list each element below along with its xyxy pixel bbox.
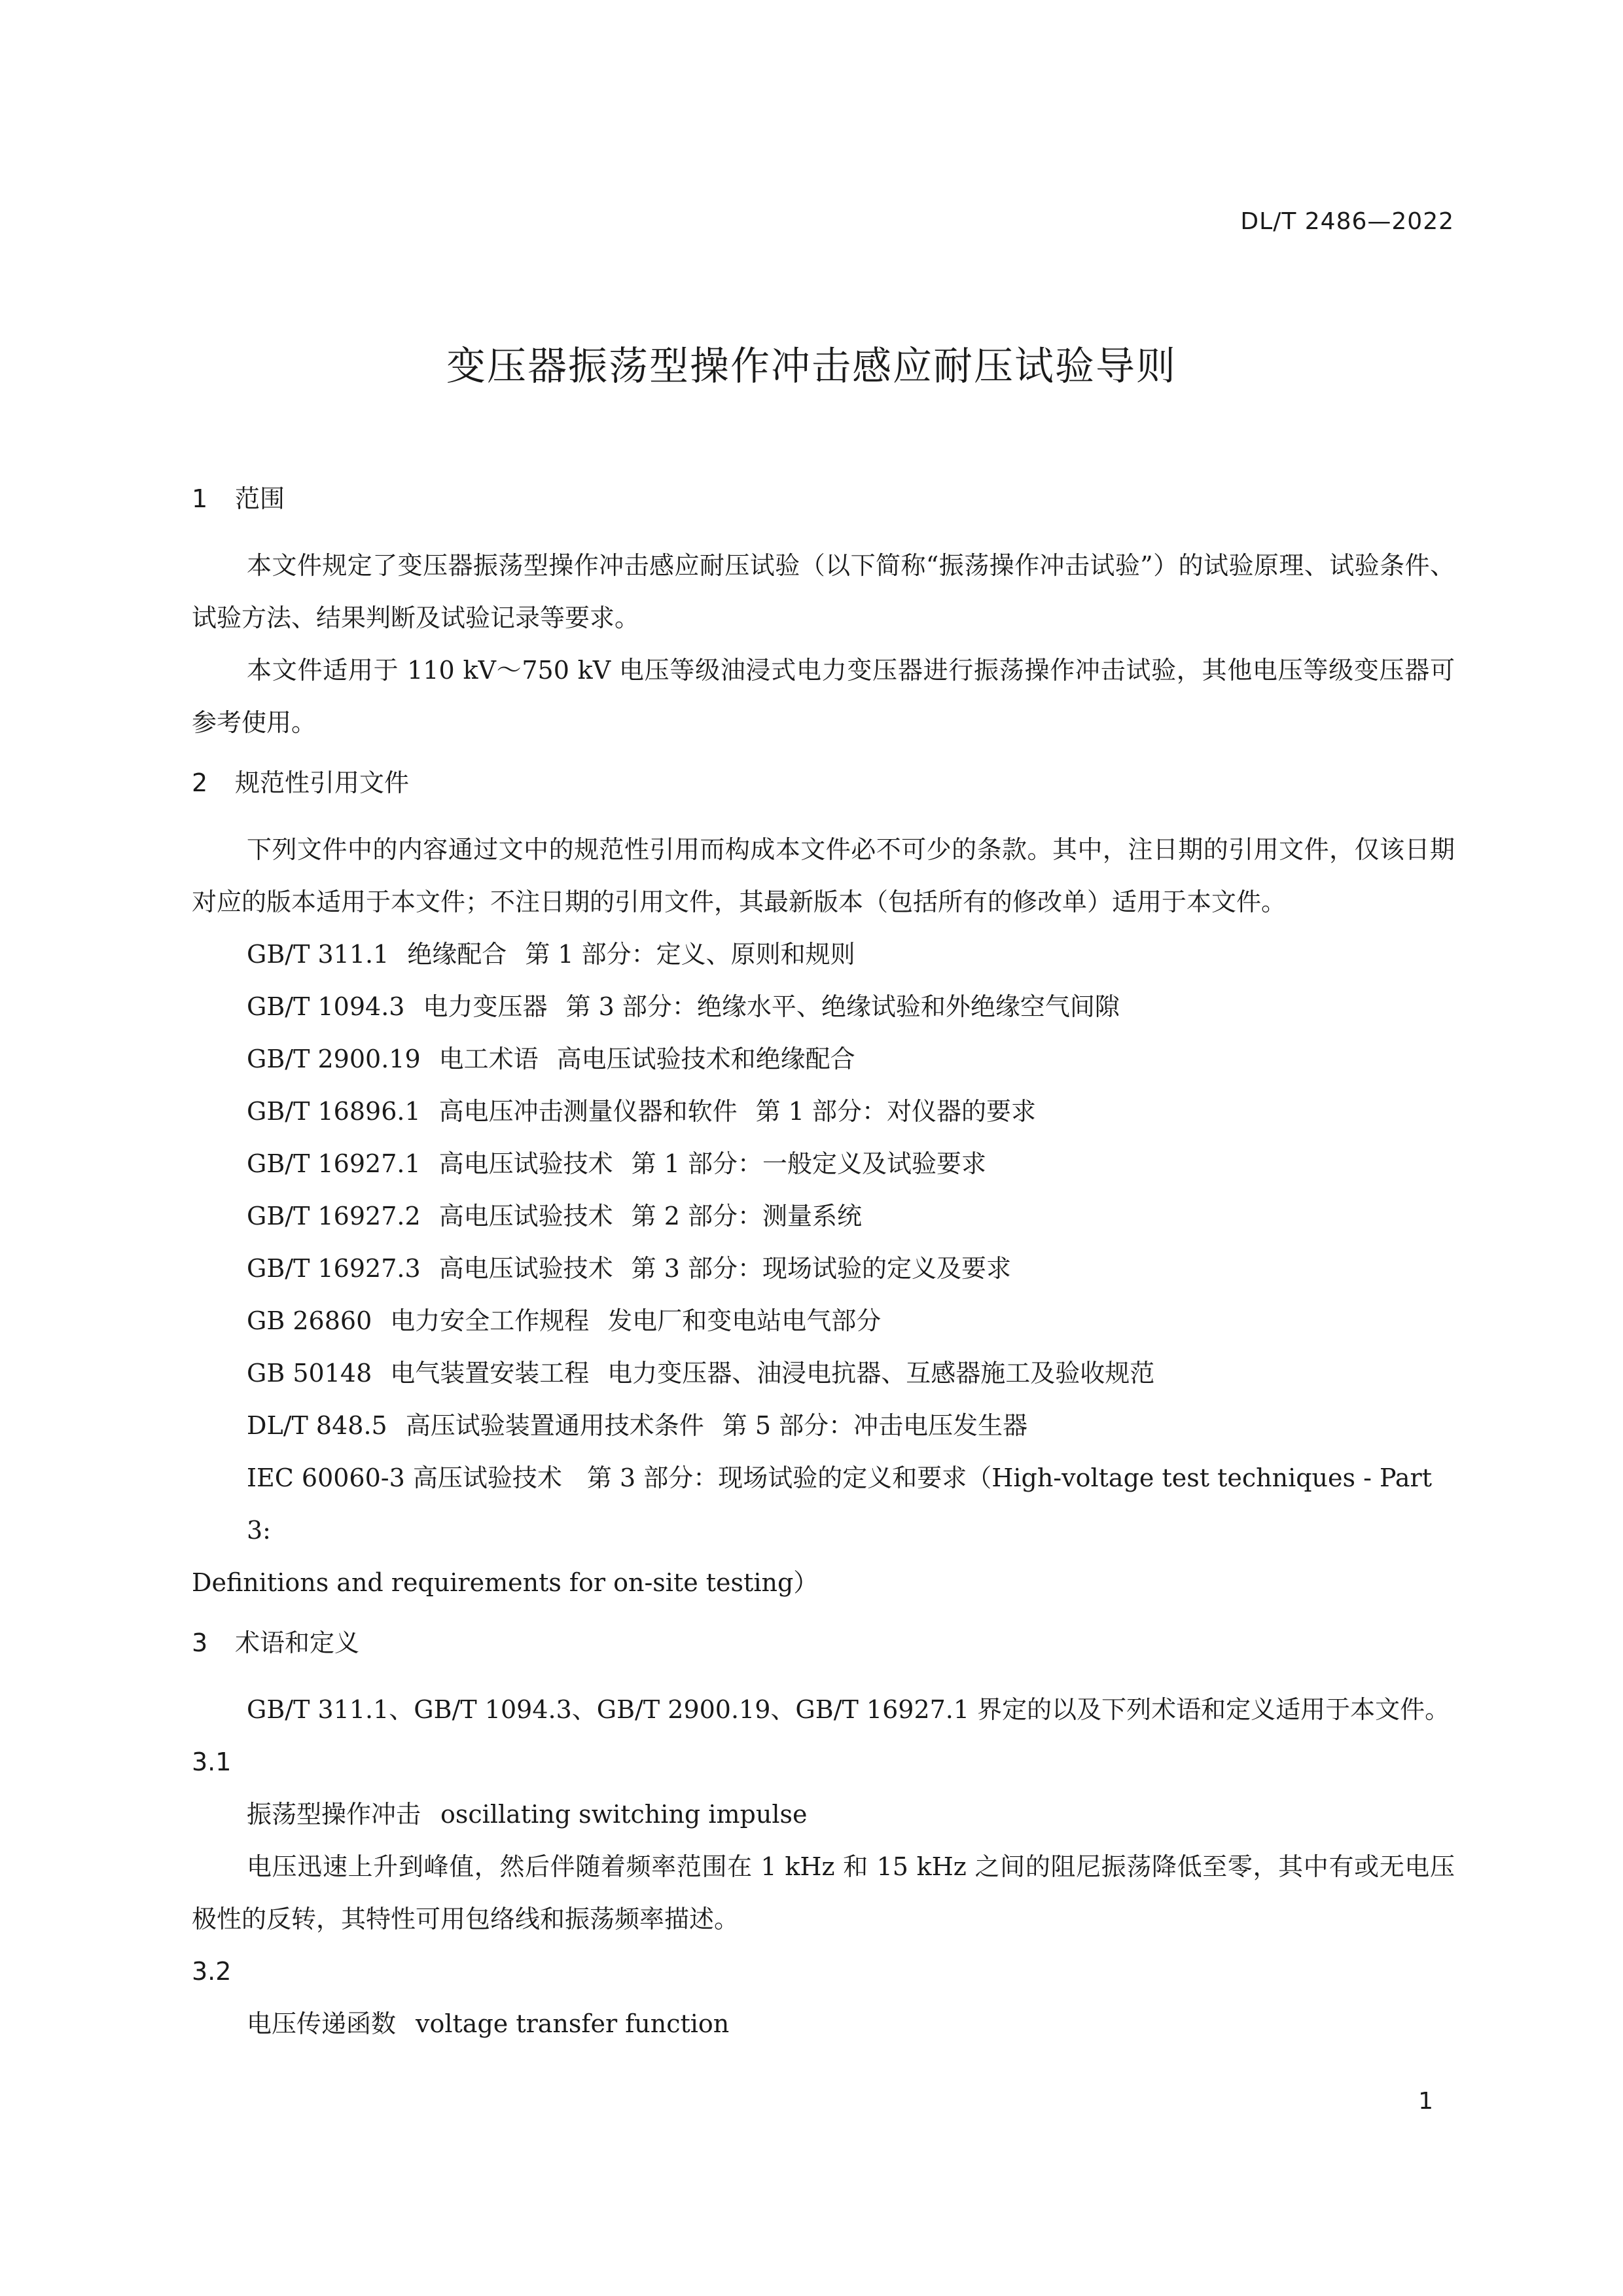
- reference-item: [192, 1138, 1455, 1190]
- reference-code: GB 26860: [247, 1306, 372, 1335]
- paragraph: GB/T 311.1、GB/T 1094.3、GB/T 2900.19、GB/T 16927.1 界定的以及下列术语和定义适用于本文件。: [247, 1695, 1450, 1724]
- term-number: 3.2: [192, 1957, 232, 1986]
- reference-code: GB/T 1094.3: [247, 992, 405, 1021]
- reference-code: DL/T 848.5: [247, 1411, 387, 1440]
- document-body: [192, 465, 1455, 2050]
- reference-item: [192, 1399, 1455, 1452]
- reference-item: [192, 1242, 1455, 1295]
- reference-title: 高电压试验技术: [438, 1149, 613, 1178]
- section-title: 规范性引用文件: [235, 768, 410, 797]
- section-heading-terms-definitions: [192, 1617, 1455, 1669]
- reference-item: [192, 1347, 1455, 1399]
- term-entry: [192, 1998, 1455, 2050]
- reference-item: [192, 1085, 1455, 1138]
- reference-item-iec: IEC 60060-3 高压试验技术 第 3 部分：现场试验的定义和要求（High-voltage test techniques - Part 3:: [247, 1463, 1432, 1545]
- reference-item: [192, 980, 1455, 1033]
- reference-code: GB/T 16896.1: [247, 1097, 421, 1126]
- document-title: 变压器振荡型操作冲击感应耐压试验导则: [446, 344, 1177, 389]
- reference-code: GB/T 311.1: [247, 940, 389, 969]
- reference-title: 高压试验装置通用技术条件: [405, 1411, 704, 1440]
- term-number: 3.1: [192, 1748, 232, 1776]
- term-chinese: 电压传递函数: [247, 2009, 397, 2038]
- reference-title: 电工术语: [438, 1045, 539, 1073]
- section-number: 1: [192, 484, 208, 513]
- reference-item: [192, 1033, 1455, 1085]
- document-code: DL/T 2486—2022: [1240, 208, 1454, 235]
- reference-code: GB/T 2900.19: [247, 1045, 421, 1073]
- reference-title: 绝缘配合: [407, 940, 507, 969]
- term-english: oscillating switching impulse: [440, 1800, 808, 1829]
- reference-subtitle: 第 2 部分：测量系统: [631, 1202, 863, 1230]
- reference-subtitle: 第 3 部分：绝缘水平、绝缘试验和外绝缘空气间隙: [565, 992, 1120, 1021]
- section-heading-normative-references: [192, 757, 1455, 809]
- reference-subtitle: 第 1 部分：一般定义及试验要求: [631, 1149, 987, 1178]
- reference-item-iec-continued: Definitions and requirements for on-site testing）: [192, 1568, 819, 1597]
- section-heading-scope: [192, 473, 1455, 525]
- term-english: voltage transfer function: [416, 2009, 730, 2038]
- reference-subtitle: 第 5 部分：冲击电压发生器: [722, 1411, 1028, 1440]
- paragraph: 本文件规定了变压器振荡型操作冲击感应耐压试验（以下简称“振荡操作冲击试验”）的试验原理、试验条件、试验方法、结果判断及试验记录等要求。: [192, 551, 1455, 632]
- section-number: 2: [192, 768, 208, 797]
- reference-code: GB/T 16927.3: [247, 1254, 421, 1283]
- section-title: 术语和定义: [235, 1628, 360, 1657]
- reference-code: GB/T 16927.2: [247, 1202, 421, 1230]
- reference-item: [192, 1295, 1455, 1347]
- paragraph: 本文件适用于 110 kV～750 kV 电压等级油浸式电力变压器进行振荡操作冲击试验，其他电压等级变压器可参考使用。: [192, 656, 1455, 737]
- section-title: 范围: [235, 484, 285, 513]
- term-definition: 电压迅速上升到峰值，然后伴随着频率范围在 1 kHz 和 15 kHz 之间的阻尼振荡降低至零，其中有或无电压极性的反转，其特性可用包络线和振荡频率描述。: [192, 1852, 1455, 1933]
- page-number: 1: [1418, 2088, 1433, 2115]
- reference-title: 电力安全工作规程: [390, 1306, 590, 1335]
- reference-subtitle: 第 3 部分：现场试验的定义及要求: [631, 1254, 1012, 1283]
- reference-title: 高电压冲击测量仪器和软件: [438, 1097, 738, 1126]
- reference-item: [192, 928, 1455, 980]
- reference-title: 高电压试验技术: [438, 1254, 613, 1283]
- paragraph: 下列文件中的内容通过文中的规范性引用而构成本文件必不可少的条款。其中，注日期的引用文件，仅该日期对应的版本适用于本文件；不注日期的引用文件，其最新版本（包括所有的修改单）适用于本文件。: [192, 835, 1455, 916]
- reference-subtitle: 第 1 部分：对仪器的要求: [755, 1097, 1037, 1126]
- reference-code: GB 50148: [247, 1359, 372, 1388]
- reference-code: GB/T 16927.1: [247, 1149, 421, 1178]
- term-chinese: 振荡型操作冲击: [247, 1800, 421, 1829]
- reference-subtitle: 电力变压器、油浸电抗器、互感器施工及验收规范: [607, 1359, 1155, 1388]
- reference-title: 高电压试验技术: [438, 1202, 613, 1230]
- reference-subtitle: 高电压试验技术和绝缘配合: [556, 1045, 855, 1073]
- reference-subtitle: 发电厂和变电站电气部分: [607, 1306, 882, 1335]
- reference-item: [192, 1190, 1455, 1242]
- reference-title: 电气装置安装工程: [390, 1359, 590, 1388]
- section-number: 3: [192, 1628, 208, 1657]
- reference-subtitle: 第 1 部分：定义、原则和规则: [525, 940, 855, 969]
- term-entry: [192, 1788, 1455, 1840]
- reference-title: 电力变压器: [423, 992, 548, 1021]
